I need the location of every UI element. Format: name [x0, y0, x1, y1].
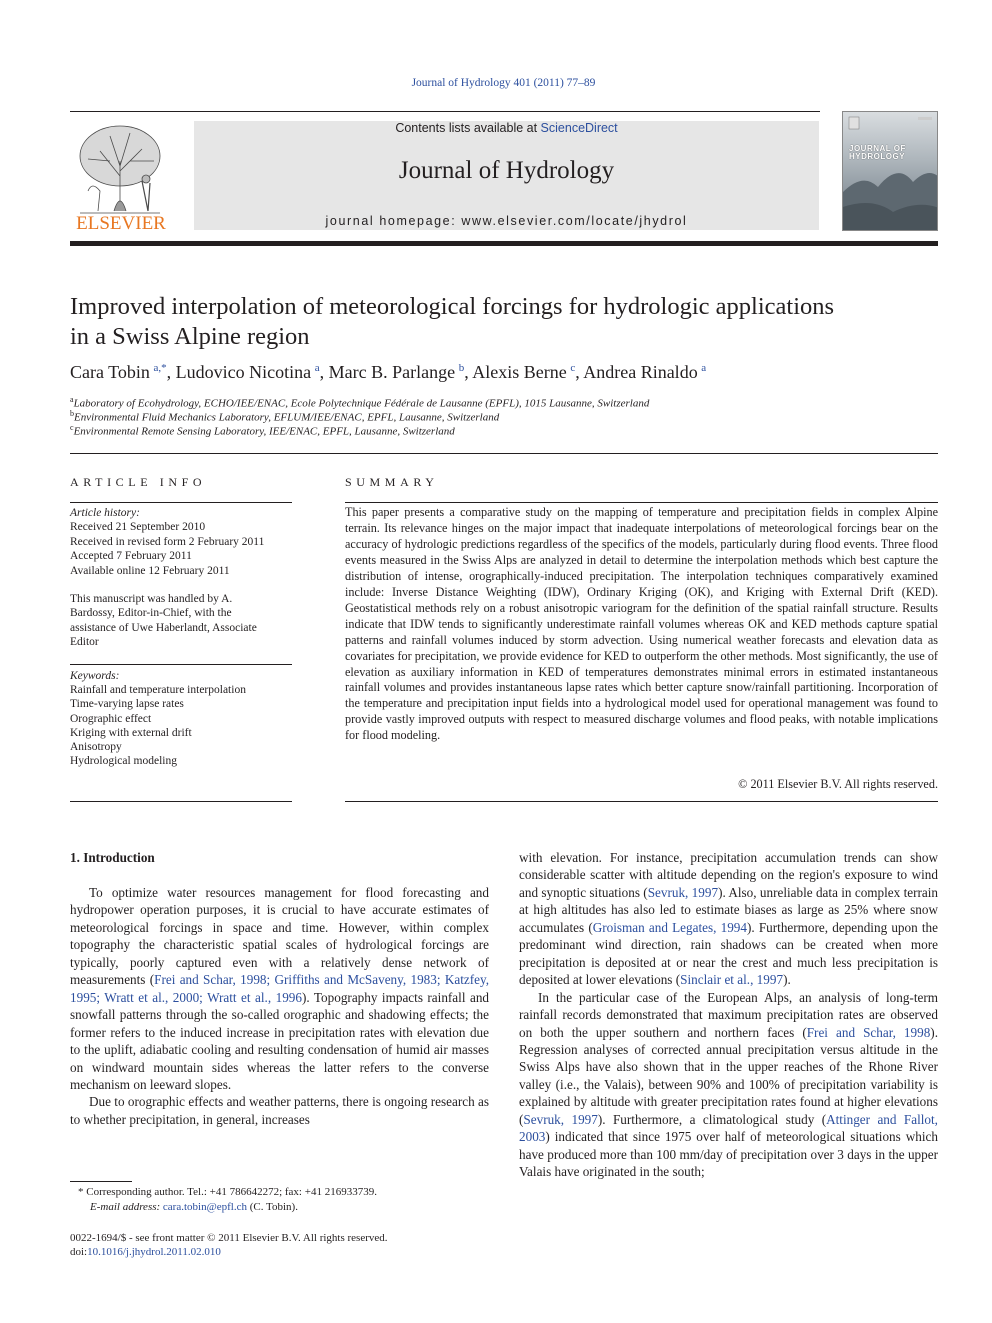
keyword: Orographic effect: [70, 712, 152, 725]
front-matter: [70, 1231, 570, 1259]
summary-rule: [345, 801, 938, 802]
footnote-line: * Corresponding author. Tel.: +41 786642272; fax: +41 216933739.: [78, 1186, 377, 1198]
article-history: [70, 506, 300, 578]
author-list: [70, 362, 930, 383]
handling-note-line: This manuscript was handled by A.: [70, 593, 233, 605]
history-label: Article history:: [70, 507, 140, 519]
affiliation-b: [70, 409, 499, 424]
history-item: Received in revised form 2 February 2011: [70, 535, 265, 548]
handling-note-line: Bardossy, Editor-in-Chief, with the: [70, 607, 232, 620]
body-column-left: [70, 884, 489, 1128]
keyword: Hydrological modeling: [70, 755, 177, 768]
email-suffix: (C. Tobin).: [246, 1201, 298, 1213]
cover-title: [849, 145, 935, 161]
cover-title-line1: JOURNAL OF: [849, 144, 906, 153]
citation-link[interactable]: Sevruk, 1997: [523, 1111, 598, 1127]
keywords-label: Keywords:: [70, 670, 120, 682]
elsevier-wordmark: ELSEVIER: [76, 213, 166, 233]
keyword: Time-varying lapse rates: [70, 698, 184, 711]
affiliation-text: Environmental Remote Sensing Laboratory, IEE/ENAC, EPFL, Lausanne, Switzerland: [73, 425, 455, 438]
keyword: Anisotropy: [70, 741, 122, 754]
paragraph-text: ). Furthermore, depending upon the predominant wind direction, rain shadows can be created when more precipitation is deposited at or near the crest and much less precipitation is deposited at lower elevations (: [519, 919, 938, 988]
keyword: Rainfall and temperature interpolation: [70, 684, 246, 697]
keywords: [70, 669, 300, 768]
affiliation-a: [70, 395, 649, 410]
paragraph: [519, 989, 938, 1181]
paragraph-text: ). Regression analyses of corrected annual precipitation versus altitude in the Swiss Alps have also shown that in the upper reaches of the Rhone River valley (i.e., the Valais), between 90% and 100% of precipitation variability is explained by altitude with greater precipitation rates found at higher elevations (: [519, 1024, 938, 1127]
citation-link[interactable]: Sevruk, 1997: [647, 884, 719, 900]
author-name: Ludovico Nicotina: [175, 362, 312, 382]
corresponding-author-footnote: [70, 1185, 489, 1215]
author-affil-sup[interactable]: c: [570, 362, 576, 374]
article-info-heading: ARTICLE INFO: [70, 475, 207, 489]
sciencedirect-link[interactable]: ScienceDirect: [540, 121, 618, 135]
author-affil-sup[interactable]: b: [458, 362, 465, 374]
cover-landscape-icon: [843, 112, 938, 231]
paragraph-text: To optimize water resources management for flood forecasting and hydropower operation purposes, it is crucial to have accurate estimates of meteorological forcings in space and time. However, within complex topography the characteristic spatial scales of hydrological forcings are typically, poorly captured even with a relatively dense network of measurements (: [70, 885, 489, 988]
cover-title-line2: HYDROLOGY: [849, 152, 906, 161]
citation-link[interactable]: Groisman and Legates, 1994: [592, 919, 747, 935]
copyright: © 2011 Elsevier B.V. All rights reserved.: [738, 777, 938, 791]
footnote-rule: [70, 1181, 132, 1182]
author-name: Cara Tobin: [70, 362, 150, 382]
doi-link[interactable]: 10.1016/j.jhydrol.2011.02.010: [87, 1246, 221, 1258]
author-affil-sup[interactable]: a,*: [153, 362, 167, 374]
journal-cover[interactable]: [842, 111, 938, 231]
affiliation-key: b: [70, 409, 74, 418]
journal-name: Journal of Hydrology: [398, 157, 615, 184]
author-name: Marc B. Parlange: [328, 362, 456, 382]
summary-rule: [345, 502, 938, 503]
affiliation-key: a: [70, 395, 74, 404]
affiliation-key: c: [70, 423, 74, 432]
doi-label: doi:: [70, 1246, 88, 1258]
elsevier-logo[interactable]: [70, 121, 172, 233]
journal-homepage[interactable]: journal homepage: www.elsevier.com/locate/jhydrol: [325, 214, 688, 228]
paragraph-text: In the particular case of the European Alps, an analysis of long-term rainfall records demonstrated that maximum precipitation rates are observed on both the upper southern and northern faces (: [519, 989, 938, 1040]
author-sep: ,: [166, 362, 176, 382]
journal-citation[interactable]: Journal of Hydrology 401 (2011) 77–89: [411, 77, 596, 89]
handling-note-line: Editor: [70, 636, 99, 649]
introduction-heading: 1. Introduction: [70, 850, 155, 865]
author[interactable]: [472, 362, 583, 382]
paragraph-text: ) indicated that since 1975 over half of meteorological situations which have produced more than 100 mm/day of precipitation over 3 days in the upper Valais have originated in the south;: [519, 1129, 938, 1180]
article-info-rule: [70, 502, 292, 503]
section-rule: [70, 453, 938, 454]
paragraph: [519, 849, 938, 989]
paragraph-text: ). Furthermore, a climatological study (: [597, 1111, 827, 1127]
article-title: [70, 292, 930, 352]
article-title-line1: Improved interpolation of meteorological forcings for hydrologic applications: [70, 293, 835, 320]
author-sep: ,: [575, 362, 584, 382]
citation-link[interactable]: Sinclair et al., 1997: [680, 972, 784, 988]
author[interactable]: [176, 362, 329, 382]
issn-line: 0022-1694/$ - see front matter © 2011 Elsevier B.V. All rights reserved.: [70, 1232, 388, 1244]
author[interactable]: [329, 362, 473, 382]
article-title-line2: in a Swiss Alpine region: [70, 323, 310, 350]
history-item: Received 21 September 2010: [70, 521, 206, 534]
contents-line: [194, 121, 819, 135]
citation-link[interactable]: Frei and Schar, 1998: [806, 1024, 931, 1040]
header-rule: [70, 111, 820, 112]
contents-prefix: Contents lists available at: [395, 121, 541, 135]
article-info-rule: [70, 801, 292, 802]
header-thick-rule: [70, 241, 938, 246]
author-name: Andrea Rinaldo: [583, 362, 698, 382]
email-link[interactable]: cara.tobin@epfl.ch: [162, 1201, 247, 1213]
doi-line: [70, 1245, 570, 1259]
keyword: Kriging with external drift: [70, 726, 192, 739]
handling-note-line: assistance of Uwe Haberlandt, Associate: [70, 621, 257, 634]
paragraph: Due to orographic effects and weather patterns, there is ongoing research as to whether precipitation, in general, increases: [70, 1094, 489, 1127]
handling-editor-note: [70, 592, 292, 650]
author[interactable]: [583, 362, 706, 382]
author-sep: ,: [319, 362, 329, 382]
footnote-email-line: [70, 1200, 489, 1215]
abstract-text: This paper presents a comparative study on the mapping of temperature and precipitation fields in complex Alpine terrain. Its relevance hinges on the major impact that inadequate interpolations of meteorological forcings bear on the accuracy of hydrologic predictions regardless of the specifics of the models, particularly during flood events. Three flood events measured in the Swiss Alps are analyzed in detail to determine the interpolation methods which best capture the distribution of intense, orographically-induced precipitation. The interpolation techniques comparatively examined include: Inverse Distance Weighting (IDW), Ordinary Kriging (OK), and Kriging with External Drift (KED). Geostatistical methods rely on a robust anisotropic variogram for the definition of the spatial rainfall structure. Results indicate that IDW tends to significantly underestimate rainfall volumes whereas OK and KED methods capture spatial patterns and rainfall volumes induced by storm advection. Using numerical weather forecasts and elevation data as covariates for precipitation, we provide evidence for KED to outperform the other methods. Most significantly, the use of elevation as auxiliary information in KED of temperatures demonstrates minimal errors in estimated instantaneous rainfall volumes and provides instantaneous lapse rates which better capture snow/rainfall partitioning. Incorporation of the temperature and precipitation input fields into a hydrological model used for operational management was found to provide vastly improved outputs with respect to measured discharge volumes and flood peaks, with notable implications for flood modeling.: [345, 505, 938, 743]
history-item: Available online 12 February 2011: [70, 564, 230, 577]
author-sep: ,: [464, 362, 473, 382]
affiliation-text: Environmental Fluid Mechanics Laboratory, EFLUM/IEE/ENAC, EPFL, Lausanne, Switzerland: [74, 411, 500, 424]
body-column-right: [519, 849, 938, 1181]
author-affil-sup[interactable]: a: [314, 362, 320, 374]
elsevier-tree-icon: [70, 121, 172, 233]
history-item: Accepted 7 February 2011: [70, 550, 192, 563]
affiliation-text: Laboratory of Ecohydrology, ECHO/IEE/ENAC, Ecole Polytechnique Fédérale de Lausanne (EPFL), 1015 Lausanne, Switzerland: [73, 397, 650, 410]
article-info-rule: [70, 664, 292, 665]
paragraph-text: ).: [783, 972, 791, 988]
author-name: Alexis Berne: [472, 362, 567, 382]
author[interactable]: [70, 362, 176, 382]
author-affil-sup[interactable]: a: [701, 362, 707, 374]
email-label: E-mail address:: [90, 1201, 163, 1213]
paragraph: [70, 884, 489, 1093]
paragraph-text: with elevation. For instance, precipitation accumulation trends can show considerable scatter with altitude depending on the region's exposure to wind and synoptic situations (: [519, 850, 938, 900]
citation-link[interactable]: Attinger and Fallot, 2003: [519, 1111, 938, 1145]
paragraph-text: ). Topography impacts rainfall and snowfall patterns through the so-called orographic and shadowing effects; the former refers to the induced increase in precipitation rates with elevation due to the uplift, adiabatic cooling and resulting condensation of humid air masses on windward mountain sides whereas the latter refers to the converse mechanism on leeward slopes.: [70, 989, 490, 1092]
affiliation-c: [70, 423, 455, 438]
citation-link[interactable]: Frei and Schar, 1998; Griffiths and McSaveny, 1983; Katzfey, 1995; Wratt et al., 2000; Wratt et al., 1996: [70, 972, 489, 1005]
summary-heading: SUMMARY: [345, 475, 439, 489]
paragraph-text: ). Also, unreliable data in complex terrain at high altitudes has also led to estimate biases as large as 25% where snow accumulates (: [519, 884, 938, 935]
